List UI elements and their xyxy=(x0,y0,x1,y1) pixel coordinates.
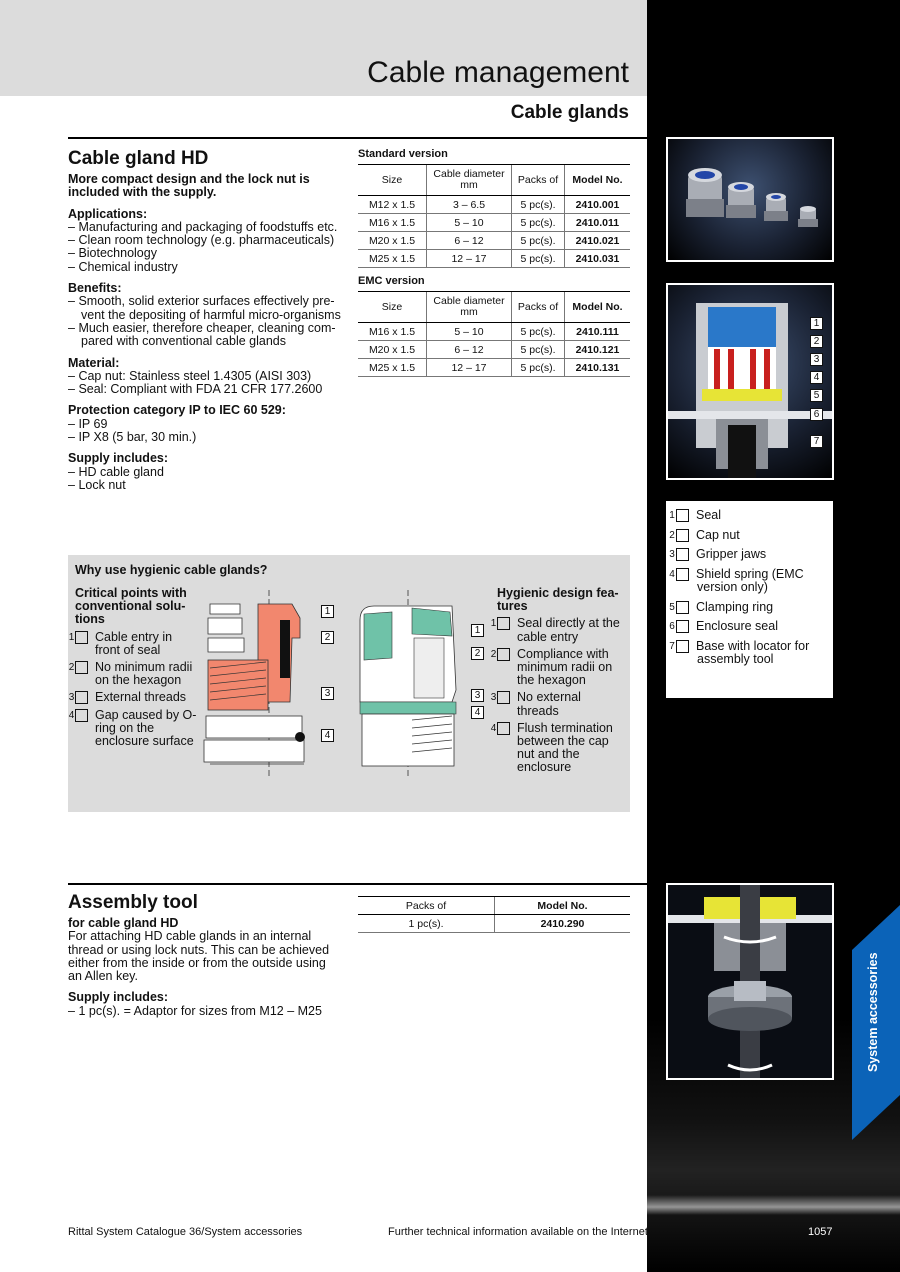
dash-mark: – xyxy=(68,294,79,309)
list-item-text: Much easier, therefore cheaper, cleaning com-pared with conventional cable glands xyxy=(78,320,336,349)
table-row xyxy=(358,323,630,341)
col-diameter: Cable diameter mm xyxy=(427,165,512,196)
item-text: Cable entry in front of seal xyxy=(95,629,173,657)
legend-number: 6 xyxy=(676,620,689,633)
numbered-item xyxy=(68,690,200,705)
col-diameter: Cable diameter mm xyxy=(427,292,512,323)
item-number: 4 xyxy=(497,722,510,735)
numbered-item xyxy=(490,646,625,688)
legend-item xyxy=(669,599,823,615)
legend-text: Clamping ring xyxy=(696,599,774,614)
list-item-text: Smooth, solid exterior surfaces effectively pre-vent the depositing of harmful micro-organisms xyxy=(78,294,341,322)
list-item xyxy=(68,479,343,492)
table-row xyxy=(358,341,630,359)
standard-table-block xyxy=(358,148,630,268)
list-item-text: Manufacturing and packaging of foodstuffs etc. xyxy=(78,219,338,234)
hygienic-title: Why use hygienic cable glands? xyxy=(75,563,268,577)
protection-label: Protection category IP to IEC 60 529: xyxy=(68,403,286,418)
conv-callout-2: 2 xyxy=(321,631,334,644)
gland-product-photo xyxy=(666,137,834,262)
assembly-model: 2410.290 xyxy=(495,915,631,933)
benefits-list xyxy=(68,295,343,348)
legend-item xyxy=(669,619,823,634)
legend-text: Enclosure seal xyxy=(696,619,778,633)
conv-callout-3: 3 xyxy=(321,687,334,700)
legend-number: 5 xyxy=(676,601,689,614)
section-callout: 6 xyxy=(810,408,823,421)
list-item-text: Biotechnology xyxy=(78,246,157,261)
legend-number: 4 xyxy=(676,568,689,581)
list-item-text: Chemical industry xyxy=(78,259,178,274)
section-callout: 3 xyxy=(810,353,823,366)
legend-item xyxy=(669,547,823,562)
col-packs: Packs of xyxy=(358,897,495,915)
list-item xyxy=(68,383,343,396)
assembly-packs: 1 pc(s). xyxy=(358,915,495,933)
item-text: Gap caused by O-ring on the enclosure surface xyxy=(95,707,197,749)
col-model: Model No. xyxy=(565,292,631,323)
list-item xyxy=(68,322,343,349)
item-text: Seal directly at the cable entry xyxy=(517,616,620,644)
list-item xyxy=(68,261,343,274)
list-item-text: Cap nut: Stainless steel 1.4305 (AISI 303) xyxy=(78,368,312,383)
list-item-text: Clean room technology (e.g. pharmaceuticals) xyxy=(78,233,335,248)
section-callout: 1 xyxy=(810,317,823,330)
dash-mark: – xyxy=(68,416,79,431)
list-item-text: IP X8 (5 bar, 30 min.) xyxy=(78,430,197,445)
material-label: Material: xyxy=(68,355,120,370)
gland-medium xyxy=(726,182,756,218)
clamping-ring-shape xyxy=(702,389,782,401)
dash-mark: – xyxy=(68,246,79,261)
table-cell: 5 pc(s). xyxy=(512,359,565,377)
protection-list xyxy=(68,418,343,445)
numbered-item xyxy=(68,629,200,657)
standard-table-title: Standard version xyxy=(358,148,448,160)
table-cell: M20 x 1.5 xyxy=(358,341,427,359)
table-cell: 6 – 12 xyxy=(427,341,512,359)
col-size: Size xyxy=(358,292,427,323)
numbered-item xyxy=(490,690,625,718)
item-text: Flush termination between the cap nut and the enclosure xyxy=(517,720,613,775)
table-cell: 2410.031 xyxy=(565,250,631,268)
section-callout: 4 xyxy=(810,371,823,384)
assembly-table xyxy=(358,896,630,933)
table-cell: 5 pc(s). xyxy=(512,341,565,359)
list-item xyxy=(68,418,343,431)
legend-item xyxy=(669,527,823,543)
gland-cross-section-photo xyxy=(666,283,834,480)
material-list xyxy=(68,370,343,397)
assembly-tool-photo xyxy=(666,883,834,1080)
dash-mark: – xyxy=(68,1003,79,1018)
seal-shape xyxy=(708,307,776,347)
legend-text: Gripper jaws xyxy=(696,547,767,561)
product-text-block xyxy=(68,148,343,492)
dash-mark: – xyxy=(68,219,79,234)
benefits-label: Benefits: xyxy=(68,281,122,296)
table-row xyxy=(358,214,630,232)
assembly-rule xyxy=(68,883,647,885)
list-item-text: IP 69 xyxy=(78,416,108,431)
list-item-text: 1 pc(s). = Adaptor for sizes from M12 – M25 xyxy=(78,1003,322,1018)
table-cell: 5 pc(s). xyxy=(512,196,565,214)
col-size: Size xyxy=(358,165,427,196)
table-cell: 5 – 10 xyxy=(427,214,512,232)
table-cell: 6 – 12 xyxy=(427,232,512,250)
dash-mark: – xyxy=(68,464,79,479)
item-text: Compliance with minimum radii on the hexagon xyxy=(517,646,613,688)
supply-label: Supply includes: xyxy=(68,451,169,466)
item-number: 2 xyxy=(75,661,88,674)
list-item xyxy=(68,234,343,247)
cable-shape xyxy=(728,425,756,478)
table-cell: M16 x 1.5 xyxy=(358,323,427,341)
hyg-callout-3: 3 xyxy=(471,689,484,702)
table-cell: 2410.011 xyxy=(565,214,631,232)
item-text: No minimum radii on the hexagon xyxy=(95,660,193,688)
legend-number: 3 xyxy=(676,548,689,561)
list-item-text: Lock nut xyxy=(78,477,126,492)
table-cell: 5 pc(s). xyxy=(512,232,565,250)
table-cell: M20 x 1.5 xyxy=(358,232,427,250)
table-cell: 5 pc(s). xyxy=(512,214,565,232)
assembly-subtitle: for cable gland HD xyxy=(68,916,179,930)
section-callout: 5 xyxy=(810,389,823,402)
conv-callout-4: 4 xyxy=(321,729,334,742)
legend-number: 2 xyxy=(676,529,689,542)
legend-text: Base with locator for assembly tool xyxy=(696,638,810,666)
hygienic-gland-diagram xyxy=(352,590,492,780)
table-cell: M25 x 1.5 xyxy=(358,359,427,377)
legend-item xyxy=(669,566,823,595)
table-row xyxy=(358,232,630,250)
dash-mark: – xyxy=(68,382,79,397)
legend-text: Seal xyxy=(696,508,722,522)
dash-mark: – xyxy=(68,477,79,492)
item-number: 2 xyxy=(497,648,510,661)
table-cell: 5 pc(s). xyxy=(512,323,565,341)
col-model: Model No. xyxy=(565,165,631,196)
list-item xyxy=(68,247,343,260)
legend-item xyxy=(669,638,823,667)
assembly-supply-list xyxy=(68,1005,343,1018)
features-title: Hygienic design fea-tures xyxy=(497,586,619,614)
table-row xyxy=(358,250,630,268)
table-cell: M16 x 1.5 xyxy=(358,214,427,232)
legend-number: 7 xyxy=(676,640,689,653)
assembly-supply-label: Supply includes: xyxy=(68,990,169,1005)
list-item xyxy=(68,221,343,234)
item-number: 1 xyxy=(75,631,88,644)
features-list xyxy=(490,616,625,775)
list-item-text: HD cable gland xyxy=(78,464,164,479)
item-number: 3 xyxy=(75,691,88,704)
table-cell: 5 – 10 xyxy=(427,323,512,341)
item-number: 4 xyxy=(75,709,88,722)
footer-center: Further technical information available on the Internet. xyxy=(388,1226,651,1238)
table-cell: 12 – 17 xyxy=(427,250,512,268)
table-cell: 2410.131 xyxy=(565,359,631,377)
assembly-text-block xyxy=(68,892,343,1018)
table-cell: 12 – 17 xyxy=(427,359,512,377)
table-row xyxy=(358,359,630,377)
list-item xyxy=(68,370,343,383)
legend-item xyxy=(669,508,823,523)
assembly-title: Assembly tool xyxy=(68,892,198,913)
list-item xyxy=(68,1005,343,1018)
legend-box xyxy=(666,501,833,698)
standard-table xyxy=(358,164,630,268)
table-cell: 5 pc(s). xyxy=(512,250,565,268)
emc-table xyxy=(358,291,630,377)
emc-table-title: EMC version xyxy=(358,275,425,287)
page-number: 1057 xyxy=(808,1226,833,1238)
critical-points xyxy=(68,586,200,749)
hyg-callout-4: 4 xyxy=(471,706,484,719)
legend-number: 1 xyxy=(676,509,689,522)
numbered-item xyxy=(68,707,200,749)
dash-mark: – xyxy=(68,233,79,248)
category-title: Cable management xyxy=(367,56,629,89)
col-packs: Packs of xyxy=(512,292,565,323)
col-packs: Packs of xyxy=(512,165,565,196)
legend-list xyxy=(666,501,833,667)
product-intro: More compact design and the lock nut is included with the supply. xyxy=(68,172,310,200)
numbered-item xyxy=(490,616,625,644)
table-cell: 2410.111 xyxy=(565,323,631,341)
hygienic-features xyxy=(490,586,625,775)
subcategory-title: Cable glands xyxy=(510,102,629,123)
table-cell: 3 – 6.5 xyxy=(427,196,512,214)
side-tab-label[interactable]: System accessories xyxy=(866,952,880,1072)
supply-list xyxy=(68,466,343,493)
hyg-callout-2: 2 xyxy=(471,647,484,660)
gland-large xyxy=(686,168,724,217)
item-number: 1 xyxy=(497,617,510,630)
critical-title: Critical points with conventional solu-tions xyxy=(75,586,187,627)
dash-mark: – xyxy=(68,320,79,335)
applications-list xyxy=(68,221,343,274)
table-cell: M12 x 1.5 xyxy=(358,196,427,214)
list-item xyxy=(68,431,343,444)
product-title: Cable gland HD xyxy=(68,148,209,169)
applications-label: Applications: xyxy=(68,206,148,221)
legend-text: Cap nut xyxy=(696,527,740,542)
section-callout: 7 xyxy=(810,435,823,448)
table-cell: 2410.121 xyxy=(565,341,631,359)
item-text: External threads xyxy=(95,690,187,705)
dash-mark: – xyxy=(68,368,79,383)
enclosure-wall xyxy=(668,411,832,419)
conv-callout-1: 1 xyxy=(321,605,334,618)
table-cell: 2410.001 xyxy=(565,196,631,214)
numbered-item xyxy=(490,720,625,775)
critical-list xyxy=(68,629,200,749)
legend-text: Shield spring (EMC version only) xyxy=(696,566,804,594)
dash-mark: – xyxy=(68,430,79,445)
footer-left: Rittal System Catalogue 36/System accessories xyxy=(68,1226,303,1238)
numbered-item xyxy=(68,660,200,688)
col-model: Model No. xyxy=(495,897,631,915)
table-cell: M25 x 1.5 xyxy=(358,250,427,268)
list-item-text: Seal: Compliant with FDA 21 CFR 177.2600 xyxy=(78,382,323,397)
dash-mark: – xyxy=(68,259,79,274)
section-callout: 2 xyxy=(810,335,823,348)
conventional-gland-diagram xyxy=(200,590,340,780)
emc-table-block xyxy=(358,275,630,377)
list-item xyxy=(68,295,343,322)
section-rule xyxy=(68,137,647,139)
list-item xyxy=(68,466,343,479)
assembly-description: For attaching HD cable glands in an internal thread or using lock nuts. This can be achieved either from the inside or from the outside using an Allen key. xyxy=(68,929,330,984)
table-cell: 2410.021 xyxy=(565,232,631,250)
item-text: No external threads xyxy=(517,690,581,718)
item-number: 3 xyxy=(497,691,510,704)
hyg-callout-1: 1 xyxy=(471,624,484,637)
gland-small xyxy=(764,193,788,221)
gland-smallest xyxy=(798,206,818,227)
table-row xyxy=(358,196,630,214)
light-streak xyxy=(647,1195,900,1215)
